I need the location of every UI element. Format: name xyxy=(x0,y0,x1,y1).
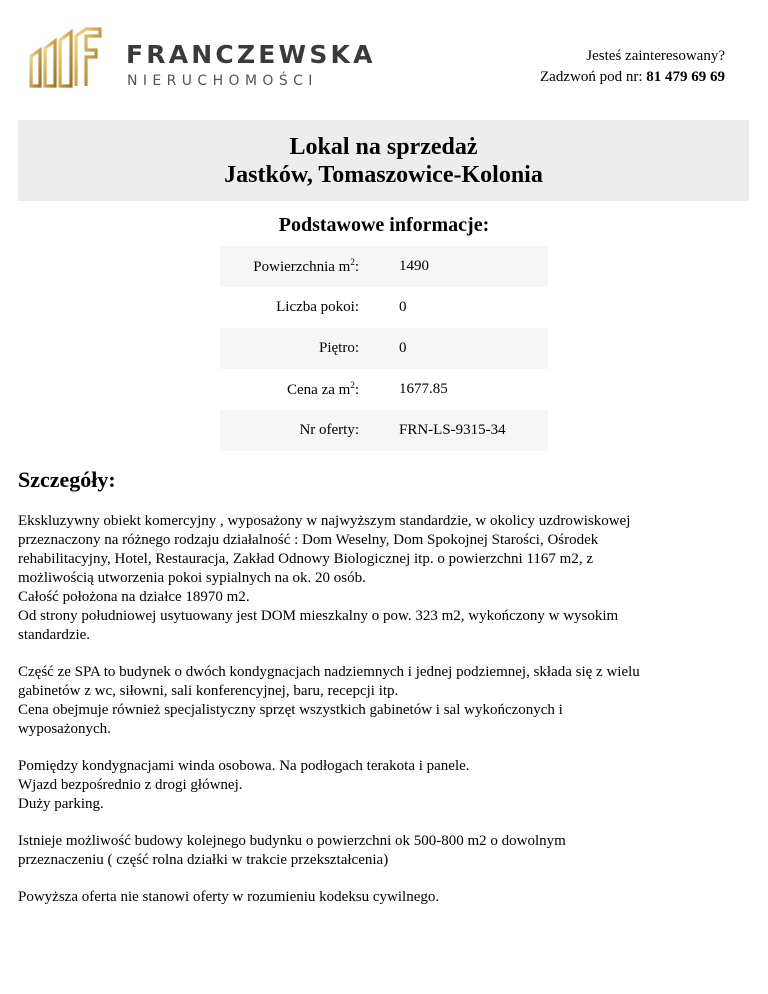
info-value: FRN-LS-9315-34 xyxy=(399,422,506,438)
info-label: Piętro: xyxy=(319,340,359,356)
details-paragraph: Istnieje możliwość budowy kolejnego budynku o powierzchni ok 500-800 m2 o dowolnym przeznaczeniu ( część rolna działki w trakcie przekształcenia) xyxy=(18,833,566,868)
details-paragraph: Część ze SPA to budynek o dwóch kondygnacjach nadziemnych i jednej podziemnej, składa się z wielu gabinetów z wc, siłowni, sali konferencyjnej, baru, recepcji itp. Cena obejmuje również specjalistyczny sprzęt wszystkich gabinetów i sal wykończonych i wyposażonych. xyxy=(18,664,640,737)
info-label: Nr oferty: xyxy=(299,422,359,438)
brand-name: FRANCZEWSKA xyxy=(126,40,376,69)
franczewska-logo-icon xyxy=(28,26,104,92)
details-paragraph: Powyższa oferta nie stanowi oferty w rozumieniu kodeksu cywilnego. xyxy=(18,889,440,905)
info-row-floor xyxy=(220,328,548,369)
details-heading: Szczegóły: xyxy=(18,467,116,492)
info-label: Liczba pokoi: xyxy=(276,299,359,315)
listing-title xyxy=(18,120,749,189)
info-value: 1490 xyxy=(399,258,429,274)
contact-phone-prefix: Zadzwoń pod nr: xyxy=(540,69,643,85)
info-label: Cena za $m^2$: xyxy=(287,380,359,398)
info-label: Powierzchnia $m^2$: xyxy=(253,257,359,275)
contact-phone-number[interactable]: 81 479 69 69 xyxy=(646,69,725,85)
info-row-price-per-m2 xyxy=(220,369,548,410)
page-header xyxy=(0,0,768,120)
info-value: 1677.85 xyxy=(399,381,448,397)
listing-type: Lokal na sprzedaż xyxy=(289,134,478,160)
info-row-rooms xyxy=(220,287,548,328)
basic-info-heading: Podstawowe informacje: xyxy=(278,214,490,236)
details-body xyxy=(18,512,740,925)
contact-box xyxy=(540,46,725,88)
info-row-offer-number xyxy=(220,410,548,451)
details-paragraph: Pomiędzy kondygnacjami winda osobowa. Na podłogach terakota i panele. Wjazd bezpośrednio z drogi głównej. Duży parking. xyxy=(18,758,470,812)
listing-location: Jastków, Tomaszowice-Kolonia xyxy=(224,162,543,188)
info-row-area xyxy=(220,246,548,287)
contact-phone-line xyxy=(540,67,725,88)
brand-subtitle: NIERUCHOMOŚCI xyxy=(127,73,318,89)
basic-info-table xyxy=(220,246,548,451)
info-value: 0 xyxy=(399,299,407,315)
info-value: 0 xyxy=(399,340,407,356)
contact-question: Jesteś zainteresowany? xyxy=(586,48,725,64)
details-paragraph: Ekskluzywny obiekt komercyjny , wyposażony w najwyższym standardzie, w okolicy uzdrowiskowej przeznaczony na różnego rodzaju działalność : Dom Weselny, Dom Spokojnej Starości, Ośrodek rehabilitacyjny, Hotel, Restauracja, Zakład Odnowy Biologicznej itp. o powierzchni 1167 m2, z możliwością utworzenia pokoi sypialnych na ok. 20 osób. Całość położona na działce 18970 m2. Od strony południowej usytuowany jest DOM mieszkalny o pow. 323 m2, wykończony w wysokim standardzie. xyxy=(18,513,631,643)
listing-title-box xyxy=(18,120,749,201)
